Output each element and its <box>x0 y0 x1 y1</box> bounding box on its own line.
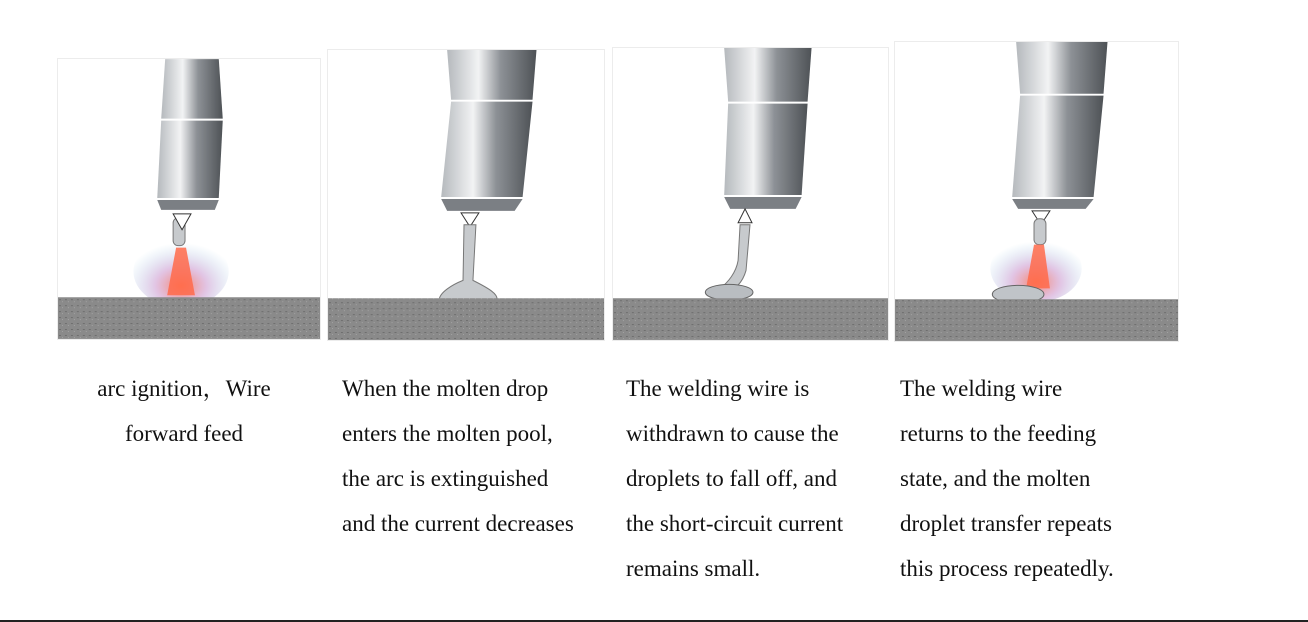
welding-torch <box>441 50 536 211</box>
contact-tip <box>738 209 752 223</box>
welding-torch <box>724 48 811 209</box>
welding-torch <box>157 59 223 210</box>
step-2-illustration <box>327 49 605 341</box>
wire-detaching <box>720 225 750 293</box>
step-1-illustration <box>57 58 321 340</box>
step-4-svg <box>895 42 1178 341</box>
workpiece-plate <box>58 297 320 339</box>
step-3-illustration <box>612 47 889 341</box>
step-2-svg <box>328 50 604 340</box>
welding-torch <box>1012 42 1107 209</box>
workpiece-plate <box>895 299 1178 341</box>
step-1-caption: arc ignition，Wire forward feed <box>97 376 271 446</box>
molten-droplet <box>705 284 753 300</box>
step-1-svg <box>58 59 320 339</box>
step-4-illustration <box>894 41 1179 342</box>
workpiece-plate <box>328 298 604 340</box>
step-2-caption: When the molten drop enters the molten pool, the arc is extinguished and the current decreases <box>342 376 574 536</box>
step-3-caption: The welding wire is withdrawn to cause the droplets to fall off, and the short-circuit current remains small. <box>626 376 844 581</box>
workpiece-plate <box>613 298 888 340</box>
wire-with-drop <box>439 225 497 300</box>
step-4-caption: The welding wire returns to the feeding state, and the molten droplet transfer repeats this process repeatedly. <box>900 376 1114 581</box>
step-3-svg <box>613 48 888 340</box>
